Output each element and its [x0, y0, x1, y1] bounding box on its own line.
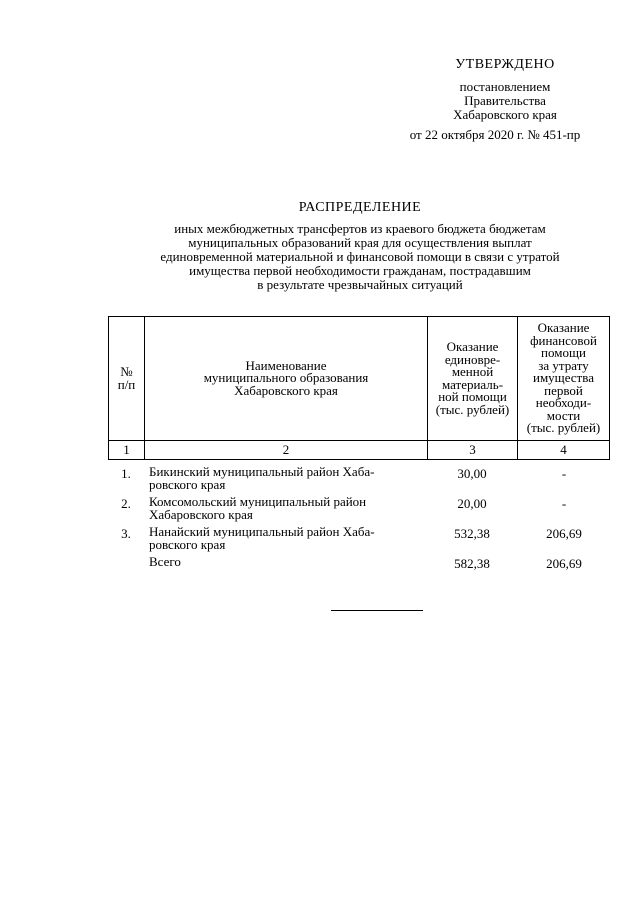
header-name-line: Хабаровского края — [234, 382, 338, 398]
approval-line-3: Хабаровского края — [453, 107, 557, 122]
subtitle-line: иных межбюджетных трансфертов из краевого бюджета бюджетам — [174, 221, 546, 236]
row-financial: - — [561, 496, 567, 511]
row-name-line: ровского края — [149, 476, 226, 492]
approval-date: от 22 октября 2020 г. № 451-пр — [409, 127, 581, 142]
column-number: 2 — [145, 441, 428, 460]
row-name-line: Комсомольский муниципальный район — [149, 494, 367, 509]
header-financial-line: мости — [546, 407, 581, 423]
row-financial: 206,69 — [546, 526, 582, 541]
header-material-line: Оказание — [446, 339, 499, 354]
column-number: 4 — [518, 441, 610, 460]
distribution-table-body — [108, 462, 610, 582]
row-name-line: Нанайский муниципальный район Хаба- — [149, 524, 375, 539]
header-material-line: менной — [451, 364, 494, 379]
header-financial-line: помощи — [541, 345, 586, 361]
row-name-line: ровского края — [149, 536, 226, 552]
table-row — [108, 462, 610, 492]
header-row — [109, 317, 610, 441]
header-material-line: единовре- — [444, 351, 501, 367]
column-number: 1 — [109, 441, 145, 460]
header-num-line: п/п — [117, 376, 136, 392]
approval-line-2: Правительства — [464, 93, 546, 108]
subtitle-line: имущества первой необходимости гражданам, пострадавшим — [189, 263, 531, 278]
row-name — [149, 466, 424, 491]
distribution-table-header — [108, 316, 610, 460]
table-row — [108, 522, 610, 552]
row-financial: - — [561, 466, 567, 481]
approval-block — [395, 58, 615, 142]
header-financial-line: за утрату — [538, 357, 589, 373]
header-financial-line: имущества — [533, 370, 594, 386]
row-material: 30,00 — [457, 466, 487, 481]
subtitle-line: муниципальных образований края для осуществления выплат — [188, 235, 532, 250]
row-name — [149, 526, 424, 551]
header-material — [428, 317, 518, 441]
header-num-line: № — [120, 364, 133, 379]
column-number-row — [109, 441, 610, 460]
approval-line-1: постановлением — [459, 79, 551, 94]
row-number: 3. — [121, 526, 131, 541]
column-number: 3 — [428, 441, 518, 460]
header-financial — [518, 317, 610, 441]
table-row — [108, 492, 610, 522]
row-number: 2. — [121, 496, 131, 511]
total-financial: 206,69 — [546, 556, 582, 571]
row-name — [149, 496, 424, 521]
header-financial-line: необходи- — [535, 395, 592, 411]
header-material-line: материаль- — [441, 376, 504, 392]
subtitle-line: в результате чрезвычайных ситуаций — [257, 277, 463, 292]
end-divider — [331, 610, 423, 611]
header-financial-line: финансовой — [530, 332, 597, 348]
row-number: 1. — [121, 466, 131, 481]
header-financial-line: первой — [544, 382, 583, 398]
document-title: РАСПРЕДЕЛЕНИЕ — [298, 200, 422, 215]
row-material: 20,00 — [457, 496, 487, 511]
document-subtitle — [100, 222, 620, 292]
header-name-line: муниципального образования — [203, 370, 369, 386]
row-name-line: Бикинский муниципальный район Хаба- — [149, 464, 375, 479]
header-financial-line: Оказание — [537, 320, 590, 336]
header-material-line: (тыс. рублей) — [435, 401, 510, 417]
total-row — [108, 552, 610, 582]
row-material: 532,38 — [454, 526, 490, 541]
row-name-line: Хабаровского края — [149, 506, 253, 522]
header-name — [145, 317, 428, 441]
header-num — [109, 317, 145, 441]
approval-heading: УТВЕРЖДЕНО — [455, 57, 555, 72]
total-label: Всего — [149, 554, 181, 569]
header-financial-line: (тыс. рублей) — [526, 420, 601, 436]
header-name-line: Наименование — [245, 357, 327, 373]
total-material: 582,38 — [454, 556, 490, 571]
header-material-line: ной помощи — [438, 389, 507, 404]
subtitle-line: единовременной материальной и финансовой помощи в связи с утратой — [160, 249, 560, 264]
